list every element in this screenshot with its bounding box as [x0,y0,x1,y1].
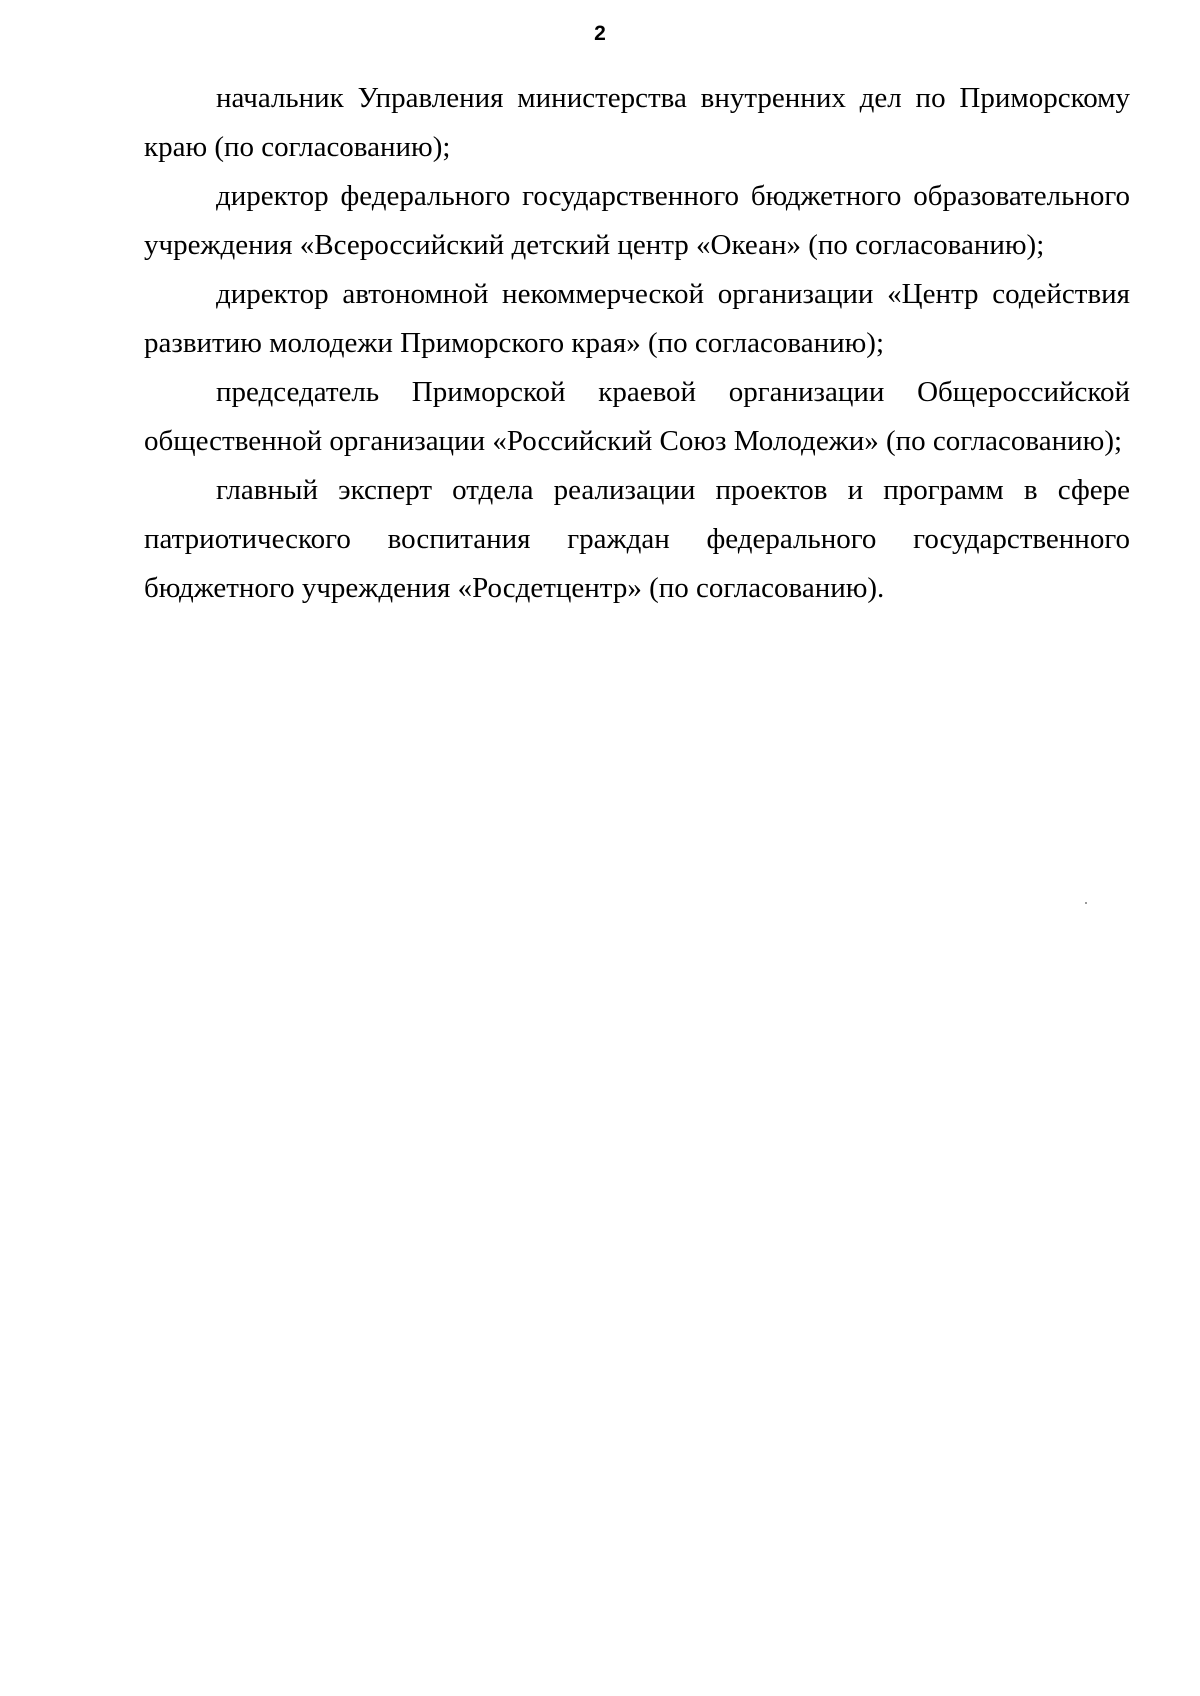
list-item: директор автономной некоммерческой организации «Центр содействия развитию молодежи Приморского края» (по согласованию); [144,278,1130,359]
list-item: главный эксперт отдела реализации проектов и программ в сфере патриотического воспитания граждан федерального государственного бюджетного учреждения «Росдетцентр» (по согласованию). [144,474,1130,604]
members-list [144,74,1130,613]
scan-speck [1085,902,1087,904]
page-number: 2 [594,22,606,45]
list-item: директор федерального государственного бюджетного образовательного учреждения «Всероссийский детский центр «Океан» (по согласованию); [144,180,1130,261]
list-item: председатель Приморской краевой организации Общероссийской общественной организации «Российский Союз Молодежи» (по согласованию); [144,376,1130,457]
list-item: начальник Управления министерства внутренних дел по Приморскому краю (по согласованию); [144,82,1130,163]
